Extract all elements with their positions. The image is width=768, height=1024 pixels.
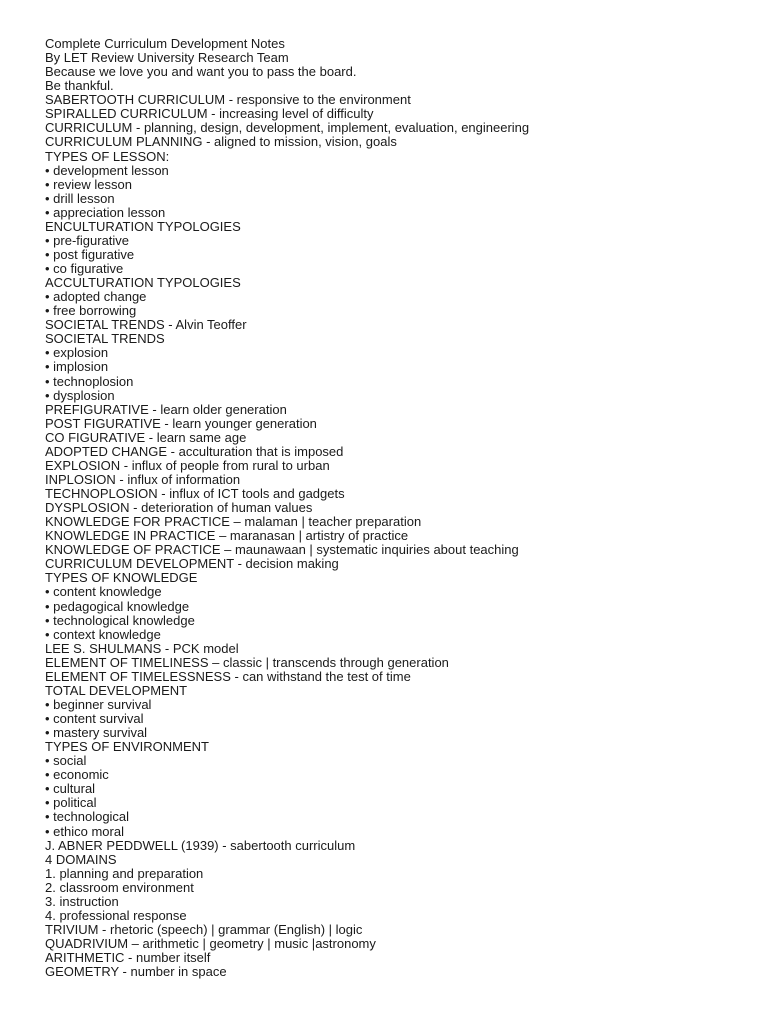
text-line: • appreciation lesson — [45, 204, 166, 220]
text-line: KNOWLEDGE OF PRACTICE – maunawaan | systematic inquiries about teaching — [45, 542, 519, 558]
text-line: • content survival — [45, 711, 144, 726]
text-line: SPIRALLED CURRICULUM - increasing level of difficulty — [45, 106, 374, 122]
text-line: TECHNOPLOSION - influx of ICT tools and gadgets — [45, 486, 345, 501]
text-line: 3. instruction — [45, 893, 119, 909]
text-line: TYPES OF KNOWLEDGE — [45, 570, 198, 586]
text-line: J. ABNER PEDDWELL (1939) - sabertooth curriculum — [45, 837, 356, 853]
text-line: • economic — [45, 767, 109, 783]
text-line: PREFIGURATIVE - learn older generation — [45, 401, 287, 417]
text-line: DYSPLOSION - deterioration of human values — [45, 500, 313, 516]
text-line: • beginner survival — [45, 696, 152, 712]
text-line: • co figurative — [45, 261, 124, 276]
text-line: CURRICULUM - planning, design, development, implement, evaluation, engineering — [45, 120, 530, 136]
text-line: CURRICULUM PLANNING - aligned to mission, vision, goals — [45, 134, 397, 150]
text-line: TYPES OF ENVIRONMENT — [45, 739, 209, 755]
text-line: SOCIETAL TRENDS — [45, 331, 165, 347]
text-line: • free borrowing — [45, 303, 137, 319]
text-line: • technological knowledge — [45, 612, 195, 628]
text-line: POST FIGURATIVE - learn younger generation — [45, 415, 317, 431]
text-line: TYPES OF LESSON: — [45, 148, 170, 164]
text-line: CO FIGURATIVE - learn same age — [45, 429, 247, 445]
text-line: • ethico moral — [45, 823, 124, 839]
text-line: CURRICULUM DEVELOPMENT - decision making — [45, 556, 339, 572]
document-page — [45, 37, 745, 979]
text-line: ELEMENT OF TIMELESSNESS - can withstand the test of time — [45, 668, 411, 684]
text-line: TOTAL DEVELOPMENT — [45, 682, 188, 698]
text-line: QUADRIVIUM – arithmetic | geometry | music |astronomy — [45, 936, 376, 951]
text-line: • dysplosion — [45, 387, 115, 403]
text-line: ENCULTURATION TYPOLOGIES — [45, 218, 241, 234]
text-line: ELEMENT OF TIMELINESS – classic | transcends through generation — [45, 654, 449, 670]
text-line: INPLOSION - influx of information — [45, 471, 241, 487]
text-line: • review lesson — [45, 176, 132, 192]
text-line: GEOMETRY - number in space — [45, 964, 227, 980]
text-line: ARITHMETIC - number itself — [45, 950, 211, 966]
text-line: SOCIETAL TRENDS - Alvin Teoffer — [45, 317, 247, 333]
text-line: 4. professional response — [45, 907, 187, 923]
text-line: 4 DOMAINS — [45, 851, 117, 867]
text-line: Be thankful. — [45, 78, 114, 94]
text-line: By LET Review University Research Team — [45, 50, 289, 66]
text-line: • implosion — [45, 359, 109, 375]
text-line: 2. classroom environment — [45, 879, 194, 895]
text-line: • content knowledge — [45, 584, 162, 600]
text-line: • drill lesson — [45, 190, 115, 206]
text-line: KNOWLEDGE IN PRACTICE – maranasan | artistry of practice — [45, 528, 409, 544]
text-line: • technoplosion — [45, 373, 134, 389]
text-line: ACCULTURATION TYPOLOGIES — [45, 275, 241, 291]
text-line: LEE S. SHULMANS - PCK model — [45, 640, 239, 656]
text-line: • social — [45, 753, 87, 769]
text-line: SABERTOOTH CURRICULUM - responsive to the environment — [45, 92, 411, 108]
text-line: • pedagogical knowledge — [45, 598, 190, 614]
text-line: EXPLOSION - influx of people from rural to urban — [45, 457, 330, 473]
text-line: • development lesson — [45, 162, 169, 178]
text-line: • post figurative — [45, 246, 135, 262]
text-line: KNOWLEDGE FOR PRACTICE – malaman | teacher preparation — [45, 514, 422, 530]
text-line: • political — [45, 795, 97, 811]
text-line: • explosion — [45, 345, 109, 361]
text-line: • context knowledge — [45, 626, 161, 642]
text-line: ADOPTED CHANGE - acculturation that is imposed — [45, 443, 344, 459]
text-line: • pre-figurative — [45, 232, 130, 248]
text-line: • mastery survival — [45, 725, 148, 741]
text-line: • technological — [45, 809, 130, 825]
text-line: • adopted change — [45, 289, 147, 305]
text-line: • cultural — [45, 781, 96, 797]
text-line: Complete Curriculum Development Notes — [45, 36, 285, 51]
text-line: Because we love you and want you to pass the board. — [45, 64, 357, 80]
text-line: TRIVIUM - rhetoric (speech) | grammar (English) | logic — [45, 921, 363, 937]
text-line: 1. planning and preparation — [45, 865, 204, 881]
